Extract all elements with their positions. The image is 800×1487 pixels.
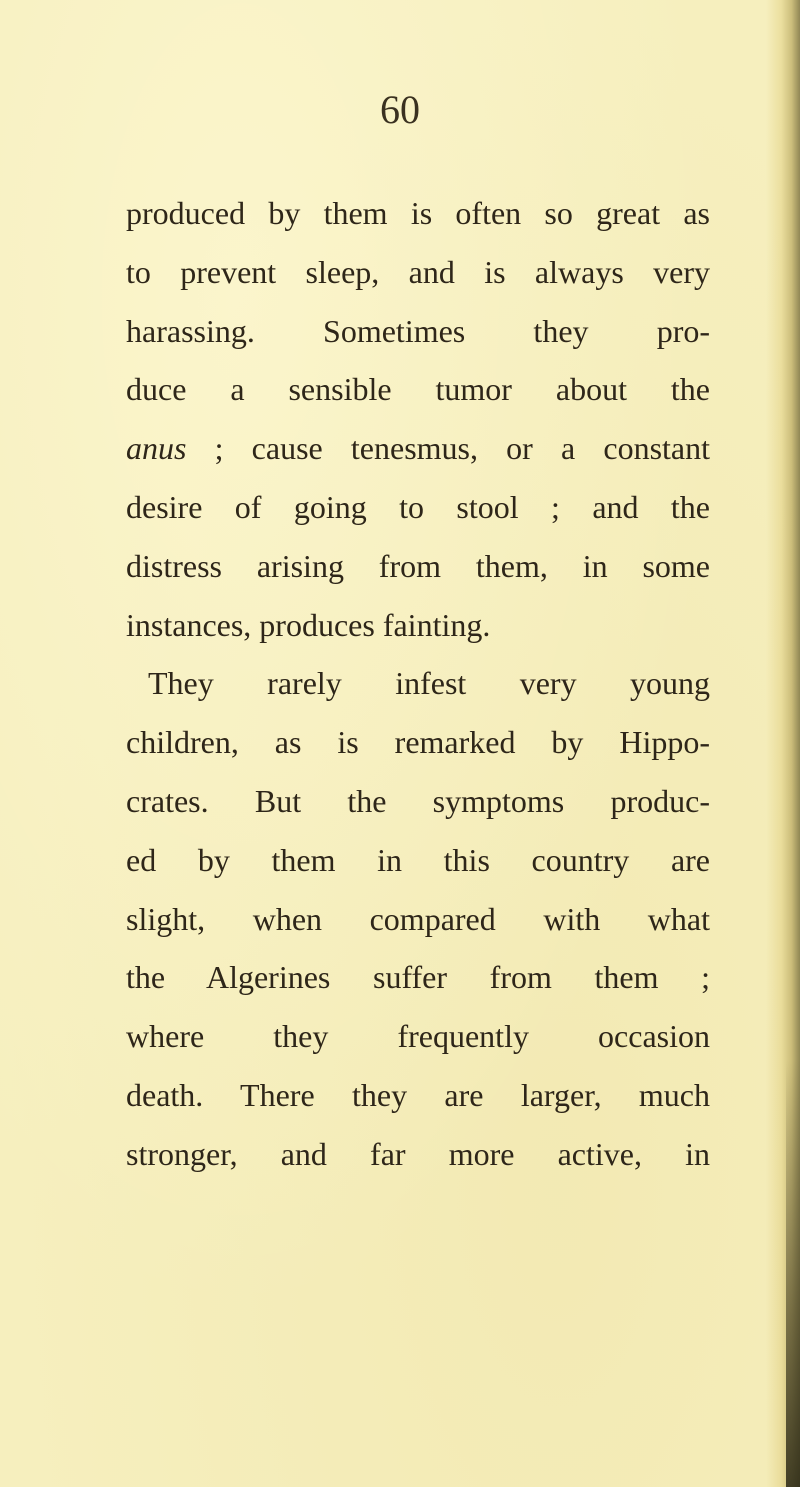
text-line: distress arising from them, in some — [126, 547, 710, 584]
text-line: duce a sensible tumor about the — [126, 371, 710, 408]
text-line: desire of going to stool ; and the — [126, 488, 710, 525]
text-line: instances, produces fainting. — [126, 606, 491, 643]
paragraph-start-line: They rarely infest very young — [148, 665, 710, 702]
text-line: to prevent sleep, and is always very — [126, 253, 710, 290]
text-line: children, as is remarked by Hippo- — [126, 724, 710, 761]
page-edge-dark — [786, 1060, 800, 1487]
text-line: stronger, and far more active, in — [126, 1135, 710, 1172]
text-line: where they frequently occasion — [126, 1018, 710, 1055]
text-line: crates. But the symptoms produc- — [126, 782, 710, 819]
text-line: harassing. Sometimes they pro- — [126, 312, 710, 349]
text-line: slight, when compared with what — [126, 900, 710, 937]
text-line: the Algerines suffer from them ; — [126, 959, 710, 996]
text-fragment: ; cause tenesmus, or a constant — [214, 430, 711, 467]
text-line: death. There they are larger, much — [126, 1076, 710, 1113]
text-line-with-italic — [126, 419, 710, 478]
text-line: ed by them in this country are — [126, 841, 710, 878]
text-line: produced by them is often so great as — [126, 195, 710, 231]
page-number: 60 — [380, 87, 420, 132]
italic-word: anus — [126, 430, 187, 467]
body-text — [126, 184, 710, 1184]
